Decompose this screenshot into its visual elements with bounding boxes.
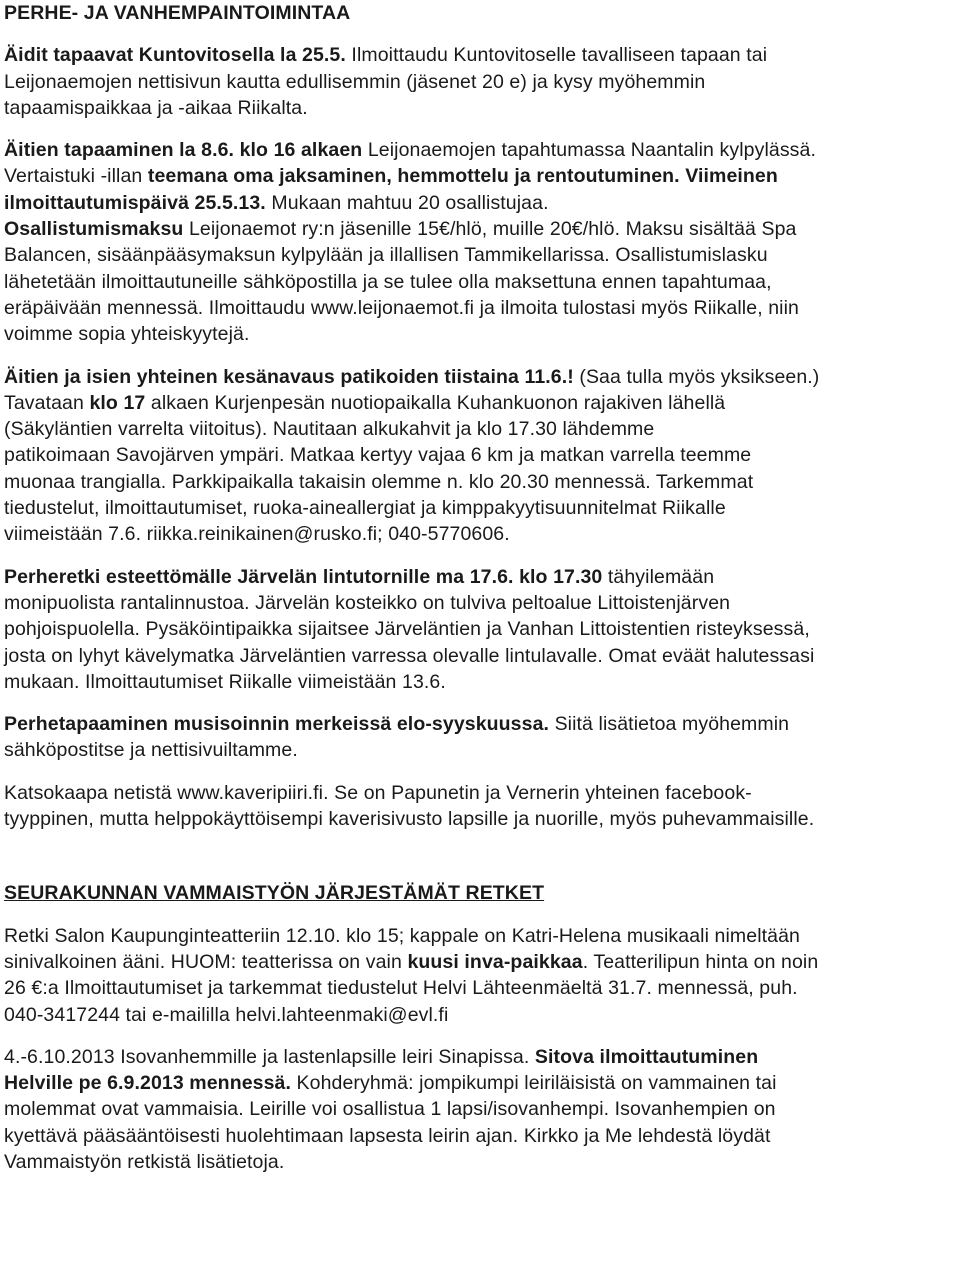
text-line <box>4 949 956 975</box>
text-run: Tavataan <box>4 391 90 414</box>
paragraph-gap <box>4 348 956 364</box>
bold-text: klo 17 <box>89 391 146 414</box>
text-line <box>4 0 956 26</box>
text-run: 4.-6.10.2013 Isovanhemmille ja lastenlapsille leiri Sinapissa. <box>4 1045 535 1068</box>
text-line <box>4 643 956 669</box>
text-line <box>4 564 956 590</box>
text-run: Leijonaemojen tapahtumassa Naantalin kylpylässä. <box>362 139 816 162</box>
text-line <box>4 69 956 95</box>
text-line <box>4 242 956 268</box>
text-run: 26 €:a Ilmoittautumiset ja tarkemmat tiedustelut Helvi Lähteenmäeltä 31.7. mennessä, puh. <box>4 977 798 1000</box>
text-run: 040-3417244 tai e-maililla helvi.lahteenmaki@evl.fi <box>4 1003 449 1026</box>
text-run: Ilmoittaudu Kuntovitoselle tavalliseen tapaan tai <box>345 44 768 67</box>
text-run: kyettävä pääsääntöisesti huolehtimaan lapsesta leirin ajan. Kirkko ja Me lehdestä löydät <box>4 1124 771 1147</box>
text-line <box>4 1149 956 1175</box>
text-line <box>4 390 956 416</box>
text-line <box>4 1070 956 1096</box>
text-run: viimeistään 7.6. riikka.reinikainen@rusko.fi; 040-5770606. <box>4 523 510 546</box>
section-heading <box>4 0 956 26</box>
text-line <box>4 416 956 442</box>
paragraph-gap <box>4 695 956 711</box>
document-page <box>4 0 956 1175</box>
text-line <box>4 737 956 763</box>
text-run: tapaamispaikkaa ja -aikaa Riikalta. <box>4 96 308 119</box>
paragraph-gap <box>4 548 956 564</box>
text-line <box>4 806 956 832</box>
text-run: Vammaistyön retkistä lisätietoja. <box>4 1150 285 1173</box>
paragraph <box>4 923 956 1028</box>
section-perhe-toiminta <box>4 0 956 832</box>
text-run: tiedustelut, ilmoittautumiset, ruoka-aineallergiat ja kimppakyytisuunnitelmat Riikalle <box>4 497 726 520</box>
text-line <box>4 95 956 121</box>
text-run: Mukaan mahtuu 20 osallistujaa. <box>265 191 549 214</box>
text-run: monipuolista rantalinnustoa. Järvelän kosteikko on tulviva peltoalue Littoistenjärven <box>4 591 731 614</box>
text-line <box>4 590 956 616</box>
bold-text: PERHE- JA VANHEMPAINTOIMINTAA <box>4 2 351 24</box>
paragraph <box>4 1044 956 1175</box>
bold-text: teemana oma jaksaminen, hemmottelu ja rentoutuminen. Viimeinen <box>147 165 778 188</box>
bold-text: Osallistumismaksu <box>4 218 184 241</box>
text-line <box>4 923 956 949</box>
text-run: Kohderyhmä: jompikumpi leiriläisistä on vammainen tai <box>291 1072 777 1095</box>
paragraph <box>4 711 956 764</box>
text-line <box>4 669 956 695</box>
paragraph <box>4 364 956 548</box>
text-line <box>4 711 956 737</box>
text-line <box>4 442 956 468</box>
text-line <box>4 216 956 242</box>
section-gap <box>4 832 956 880</box>
text-line <box>4 364 956 390</box>
bold-text: Äitien ja isien yhteinen kesänavaus patikoiden tiistaina 11.6.! <box>4 365 574 388</box>
text-run: mukaan. Ilmoittautumiset Riikalle viimeistään 13.6. <box>4 670 446 693</box>
text-run: pohjoispuolella. Pysäköintipaikka sijaitsee Järveläntien ja Vanhan Littoistentien risteyksessä, <box>4 618 810 641</box>
paragraph-gap <box>4 764 956 780</box>
text-run: voimme sopia yhteiskyytejä. <box>4 323 250 346</box>
text-run: Retki Salon Kaupunginteatteriin 12.10. klo 15; kappale on Katri-Helena musikaali nimeltään <box>4 924 800 947</box>
text-run: josta on lyhyt kävelymatka Järveläntien varressa olevalle lintulavalle. Omat eväät halutessasi <box>4 644 815 667</box>
text-run: Balancen, sisäänpääsymaksun kylpylään ja illallisen Tammikellarissa. Osallistumislasku <box>4 244 768 267</box>
text-line <box>4 1096 956 1122</box>
text-line <box>4 42 956 68</box>
bold-text: Äitien tapaaminen la 8.6. klo 16 alkaen <box>4 139 363 162</box>
text-line <box>4 616 956 642</box>
text-run: eräpäivään mennessä. Ilmoittaudu www.leijonaemot.fi ja ilmoita tulostasi myös Riikalle, niin <box>4 296 799 319</box>
text-run: Siitä lisätietoa myöhemmin <box>549 713 790 736</box>
text-line <box>4 269 956 295</box>
paragraph <box>4 564 956 695</box>
paragraph <box>4 780 956 833</box>
paragraph-gap <box>4 26 956 42</box>
text-run: patikoimaan Savojärven ympäri. Matkaa kertyy vajaa 6 km ja matkan varrella teemme <box>4 444 752 467</box>
text-line <box>4 780 956 806</box>
text-line <box>4 321 956 347</box>
text-line <box>4 295 956 321</box>
bold-text: Helville pe 6.9.2013 mennessä. <box>4 1072 292 1095</box>
paragraph <box>4 137 956 347</box>
text-run: sinivalkoinen ääni. HUOM: teatterissa on vain <box>4 950 408 973</box>
section-seurakunta-retket <box>4 880 956 1175</box>
bold-text: kuusi inva-paikkaa <box>407 950 583 973</box>
bold-text: Perheretki esteettömälle Järvelän lintutornille ma 17.6. klo 17.30 <box>4 565 603 588</box>
text-line <box>4 880 956 906</box>
text-run: sähköpostitse ja nettisivuiltamme. <box>4 739 298 762</box>
paragraph-gap <box>4 1028 956 1044</box>
text-line <box>4 975 956 1001</box>
text-run: Vertaistuki -illan <box>4 165 148 188</box>
text-run: (Saa tulla myös yksikseen.) <box>573 365 820 388</box>
text-run: muonaa trangialla. Parkkipaikalla takaisin olemme n. klo 20.30 mennessä. Tarkemmat <box>4 470 754 493</box>
text-line <box>4 190 956 216</box>
text-run: Leijonaemojen nettisivun kautta edullisemmin (jäsenet 20 e) ja kysy myöhemmin <box>4 70 706 93</box>
bold-text: Sitova ilmoittautuminen <box>534 1045 759 1068</box>
text-run: tähyilemään <box>602 565 715 588</box>
bold-text: SEURAKUNNAN VAMMAISTYÖN JÄRJESTÄMÄT RETKET <box>4 882 545 905</box>
text-line <box>4 469 956 495</box>
text-run: tyyppinen, mutta helppokäyttöisempi kaverisivusto lapsille ja nuorille, myös puhevammaisille. <box>4 808 815 831</box>
text-line <box>4 1002 956 1028</box>
paragraph-gap <box>4 121 956 137</box>
text-line <box>4 495 956 521</box>
bold-text: ilmoittautumispäivä 25.5.13. <box>4 191 266 214</box>
section-heading <box>4 880 956 906</box>
text-line <box>4 1123 956 1149</box>
text-line <box>4 521 956 547</box>
paragraph-gap <box>4 907 956 923</box>
bold-text: Äidit tapaavat Kuntovitosella la 25.5. <box>4 44 346 67</box>
text-run: alkaen Kurjenpesän nuotiopaikalla Kuhankuonon rajakiven lähellä <box>145 391 726 414</box>
text-line <box>4 1044 956 1070</box>
text-run: (Säkyläntien varrelta viitoitus). Nautitaan alkukahvit ja klo 17.30 lähdemme <box>4 418 655 441</box>
text-run: Leijonaemot ry:n jäsenille 15€/hlö, muille 20€/hlö. Maksu sisältää Spa <box>183 218 797 241</box>
text-run: lähetetään ilmoittautuneille sähköpostilla ja se tulee olla maksettuna ennen tapahtumaa, <box>4 270 772 293</box>
text-line <box>4 137 956 163</box>
text-line <box>4 163 956 189</box>
paragraph <box>4 42 956 121</box>
text-run: . Teatterilipun hinta on noin <box>582 950 819 973</box>
bold-text: Perhetapaaminen musisoinnin merkeissä elo-syyskuussa. <box>4 713 550 736</box>
text-run: molemmat ovat vammaisia. Leirille voi osallistua 1 lapsi/isovanhempi. Isovanhempien on <box>4 1098 776 1121</box>
text-run: Katsokaapa netistä www.kaveripiiri.fi. Se on Papunetin ja Vernerin yhteinen facebook- <box>4 781 752 804</box>
